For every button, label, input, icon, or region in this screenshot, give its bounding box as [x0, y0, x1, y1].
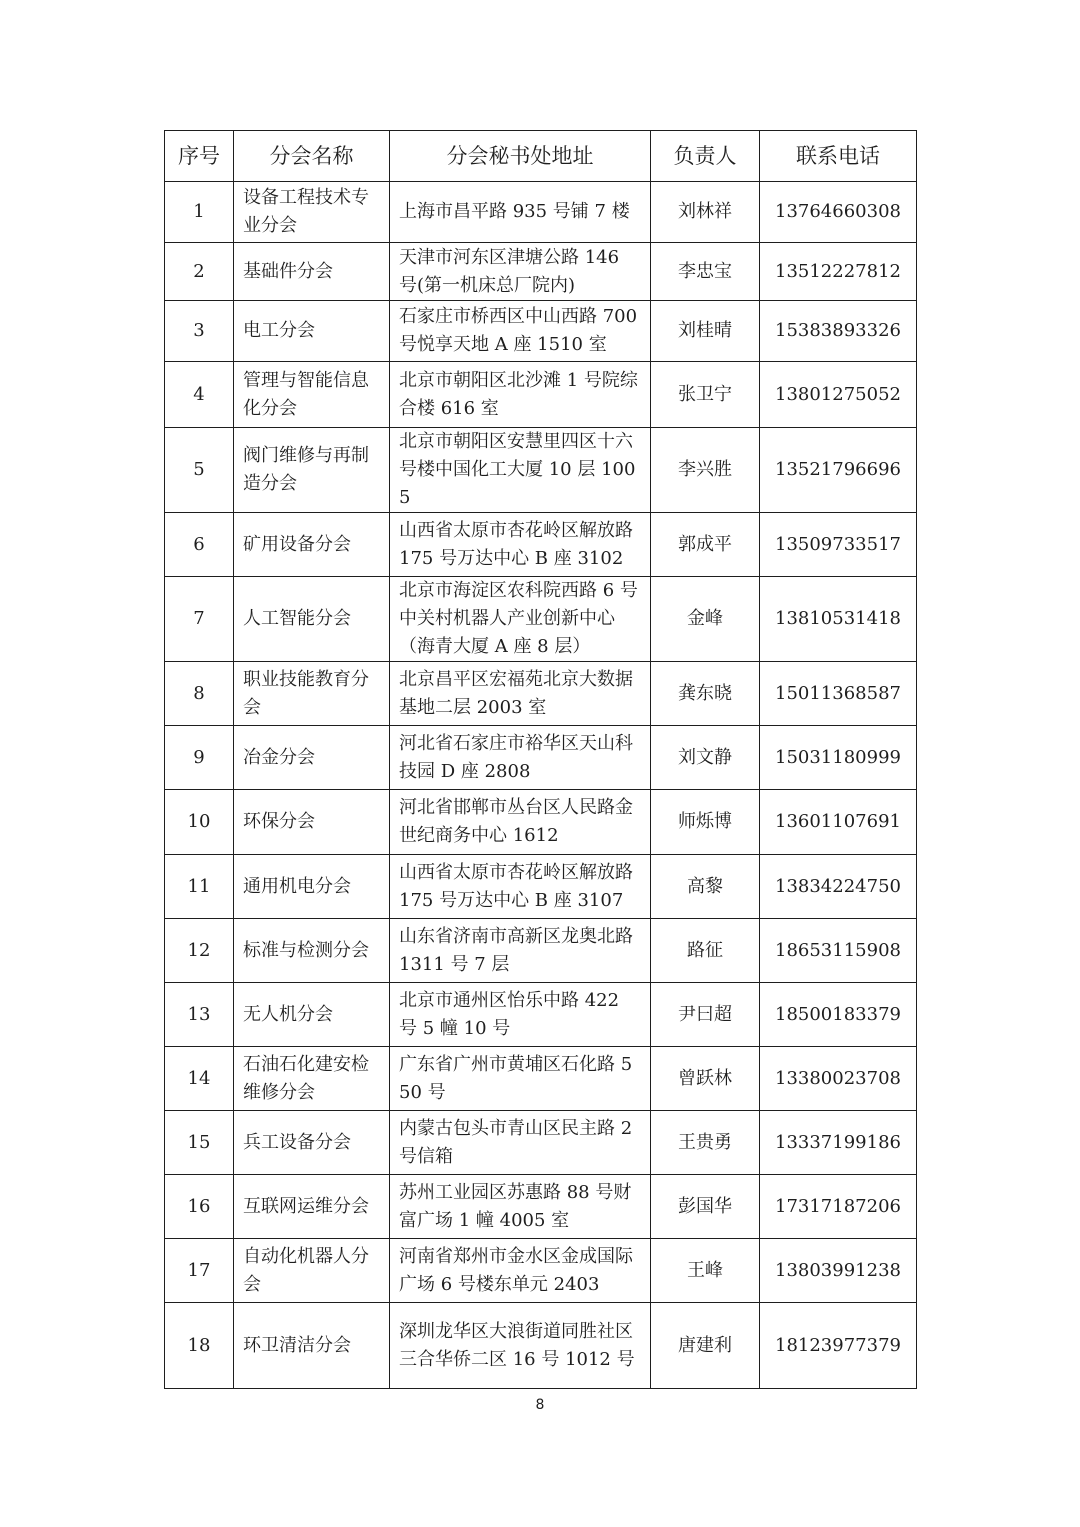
- row-person-in-charge: 唐建利: [651, 1303, 760, 1389]
- table-row: [165, 790, 917, 855]
- row-address: 深圳龙华区大浪街道同胜社区三合华侨二区 16 号 1012 号: [390, 1303, 651, 1389]
- row-person-in-charge: 路征: [651, 919, 760, 983]
- table-row: [165, 1175, 917, 1239]
- row-person-in-charge: 王峰: [651, 1239, 760, 1303]
- row-branch-name: 标准与检测分会: [234, 919, 390, 983]
- row-branch-name: 兵工设备分会: [234, 1111, 390, 1175]
- row-serial-number: 12: [165, 919, 234, 983]
- row-address: 河北省石家庄市裕华区天山科技园 D 座 2808: [390, 726, 651, 790]
- row-address: 北京市朝阳区北沙滩 1 号院综合楼 616 室: [390, 362, 651, 428]
- row-address: 河南省郑州市金水区金成国际广场 6 号楼东单元 2403: [390, 1239, 651, 1303]
- row-branch-name: 基础件分会: [234, 243, 390, 301]
- table-row: [165, 662, 917, 726]
- table-header-row: [165, 131, 917, 182]
- row-serial-number: 11: [165, 855, 234, 919]
- header-branch-name: 分会名称: [234, 131, 390, 182]
- table-row: [165, 301, 917, 362]
- row-person-in-charge: 彭国华: [651, 1175, 760, 1239]
- row-person-in-charge: 刘文静: [651, 726, 760, 790]
- table-row: [165, 243, 917, 301]
- row-address: 广东省广州市黄埔区石化路 550 号: [390, 1047, 651, 1111]
- row-branch-name: 管理与智能信息化分会: [234, 362, 390, 428]
- row-contact-phone: 15383893326: [760, 301, 917, 362]
- row-address: 内蒙古包头市青山区民主路 2 号信箱: [390, 1111, 651, 1175]
- row-contact-phone: 13601107691: [760, 790, 917, 855]
- row-branch-name: 环卫清洁分会: [234, 1303, 390, 1389]
- row-contact-phone: 18500183379: [760, 983, 917, 1047]
- row-serial-number: 4: [165, 362, 234, 428]
- table-row: [165, 362, 917, 428]
- table-row: [165, 919, 917, 983]
- table-row: [165, 428, 917, 513]
- table-row: [165, 1047, 917, 1111]
- row-address: 山东省济南市高新区龙奥北路 1311 号 7 层: [390, 919, 651, 983]
- row-serial-number: 9: [165, 726, 234, 790]
- row-address: 苏州工业园区苏惠路 88 号财富广场 1 幢 4005 室: [390, 1175, 651, 1239]
- row-contact-phone: 13512227812: [760, 243, 917, 301]
- row-serial-number: 1: [165, 182, 234, 243]
- table-row: [165, 1239, 917, 1303]
- table-row: [165, 855, 917, 919]
- row-person-in-charge: 郭成平: [651, 513, 760, 577]
- row-address: 北京市海淀区农科院西路 6 号中关村机器人产业创新中心（海青大厦 A 座 8 层）: [390, 577, 651, 662]
- row-address: 天津市河东区津塘公路 146 号(第一机床总厂院内): [390, 243, 651, 301]
- page-number: 8: [535, 1397, 545, 1413]
- row-contact-phone: 13810531418: [760, 577, 917, 662]
- row-person-in-charge: 高黎: [651, 855, 760, 919]
- row-serial-number: 2: [165, 243, 234, 301]
- table-row: [165, 726, 917, 790]
- row-serial-number: 6: [165, 513, 234, 577]
- row-address: 山西省太原市杏花岭区解放路 175 号万达中心 B 座 3102: [390, 513, 651, 577]
- row-serial-number: 18: [165, 1303, 234, 1389]
- table-row: [165, 182, 917, 243]
- table-row: [165, 1111, 917, 1175]
- row-serial-number: 13: [165, 983, 234, 1047]
- row-serial-number: 10: [165, 790, 234, 855]
- row-person-in-charge: 张卫宁: [651, 362, 760, 428]
- branch-directory-table: [164, 130, 917, 1389]
- row-person-in-charge: 王贵勇: [651, 1111, 760, 1175]
- header-contact-phone: 联系电话: [760, 131, 917, 182]
- row-contact-phone: 15031180999: [760, 726, 917, 790]
- row-serial-number: 5: [165, 428, 234, 513]
- row-address: 山西省太原市杏花岭区解放路 175 号万达中心 B 座 3107: [390, 855, 651, 919]
- row-contact-phone: 13834224750: [760, 855, 917, 919]
- row-address: 北京昌平区宏福苑北京大数据基地二层 2003 室: [390, 662, 651, 726]
- row-address: 石家庄市桥西区中山西路 700 号悦享天地 A 座 1510 室: [390, 301, 651, 362]
- row-contact-phone: 13521796696: [760, 428, 917, 513]
- row-branch-name: 环保分会: [234, 790, 390, 855]
- row-contact-phone: 13803991238: [760, 1239, 917, 1303]
- row-branch-name: 设备工程技术专业分会: [234, 182, 390, 243]
- row-branch-name: 职业技能教育分会: [234, 662, 390, 726]
- table-row: [165, 983, 917, 1047]
- table-row: [165, 513, 917, 577]
- row-contact-phone: 15011368587: [760, 662, 917, 726]
- row-branch-name: 阀门维修与再制造分会: [234, 428, 390, 513]
- row-address: 北京市通州区怡乐中路 422 号 5 幢 10 号: [390, 983, 651, 1047]
- row-branch-name: 无人机分会: [234, 983, 390, 1047]
- row-person-in-charge: 刘桂晴: [651, 301, 760, 362]
- row-person-in-charge: 龚东晓: [651, 662, 760, 726]
- table-row: [165, 1303, 917, 1389]
- row-address: 河北省邯郸市丛台区人民路金世纪商务中心 1612: [390, 790, 651, 855]
- row-person-in-charge: 曾跃林: [651, 1047, 760, 1111]
- row-contact-phone: 13337199186: [760, 1111, 917, 1175]
- row-branch-name: 人工智能分会: [234, 577, 390, 662]
- row-serial-number: 17: [165, 1239, 234, 1303]
- row-serial-number: 3: [165, 301, 234, 362]
- row-contact-phone: 18123977379: [760, 1303, 917, 1389]
- header-person-in-charge: 负责人: [651, 131, 760, 182]
- header-secretariat-address: 分会秘书处地址: [390, 131, 651, 182]
- row-contact-phone: 13509733517: [760, 513, 917, 577]
- row-branch-name: 冶金分会: [234, 726, 390, 790]
- row-person-in-charge: 金峰: [651, 577, 760, 662]
- row-branch-name: 电工分会: [234, 301, 390, 362]
- row-branch-name: 自动化机器人分会: [234, 1239, 390, 1303]
- row-contact-phone: 13764660308: [760, 182, 917, 243]
- table-row: [165, 577, 917, 662]
- row-serial-number: 15: [165, 1111, 234, 1175]
- row-branch-name: 石油石化建安检维修分会: [234, 1047, 390, 1111]
- row-serial-number: 7: [165, 577, 234, 662]
- row-person-in-charge: 李兴胜: [651, 428, 760, 513]
- row-contact-phone: 18653115908: [760, 919, 917, 983]
- row-serial-number: 16: [165, 1175, 234, 1239]
- header-serial-number: 序号: [165, 131, 234, 182]
- row-contact-phone: 13380023708: [760, 1047, 917, 1111]
- row-address: 上海市昌平路 935 号铺 7 楼: [390, 182, 651, 243]
- row-person-in-charge: 师烁博: [651, 790, 760, 855]
- row-contact-phone: 17317187206: [760, 1175, 917, 1239]
- row-branch-name: 矿用设备分会: [234, 513, 390, 577]
- row-person-in-charge: 李忠宝: [651, 243, 760, 301]
- row-contact-phone: 13801275052: [760, 362, 917, 428]
- row-serial-number: 14: [165, 1047, 234, 1111]
- row-person-in-charge: 尹曰超: [651, 983, 760, 1047]
- row-address: 北京市朝阳区安慧里四区十六号楼中国化工大厦 10 层 1005: [390, 428, 651, 513]
- row-person-in-charge: 刘林祥: [651, 182, 760, 243]
- row-branch-name: 互联网运维分会: [234, 1175, 390, 1239]
- row-branch-name: 通用机电分会: [234, 855, 390, 919]
- row-serial-number: 8: [165, 662, 234, 726]
